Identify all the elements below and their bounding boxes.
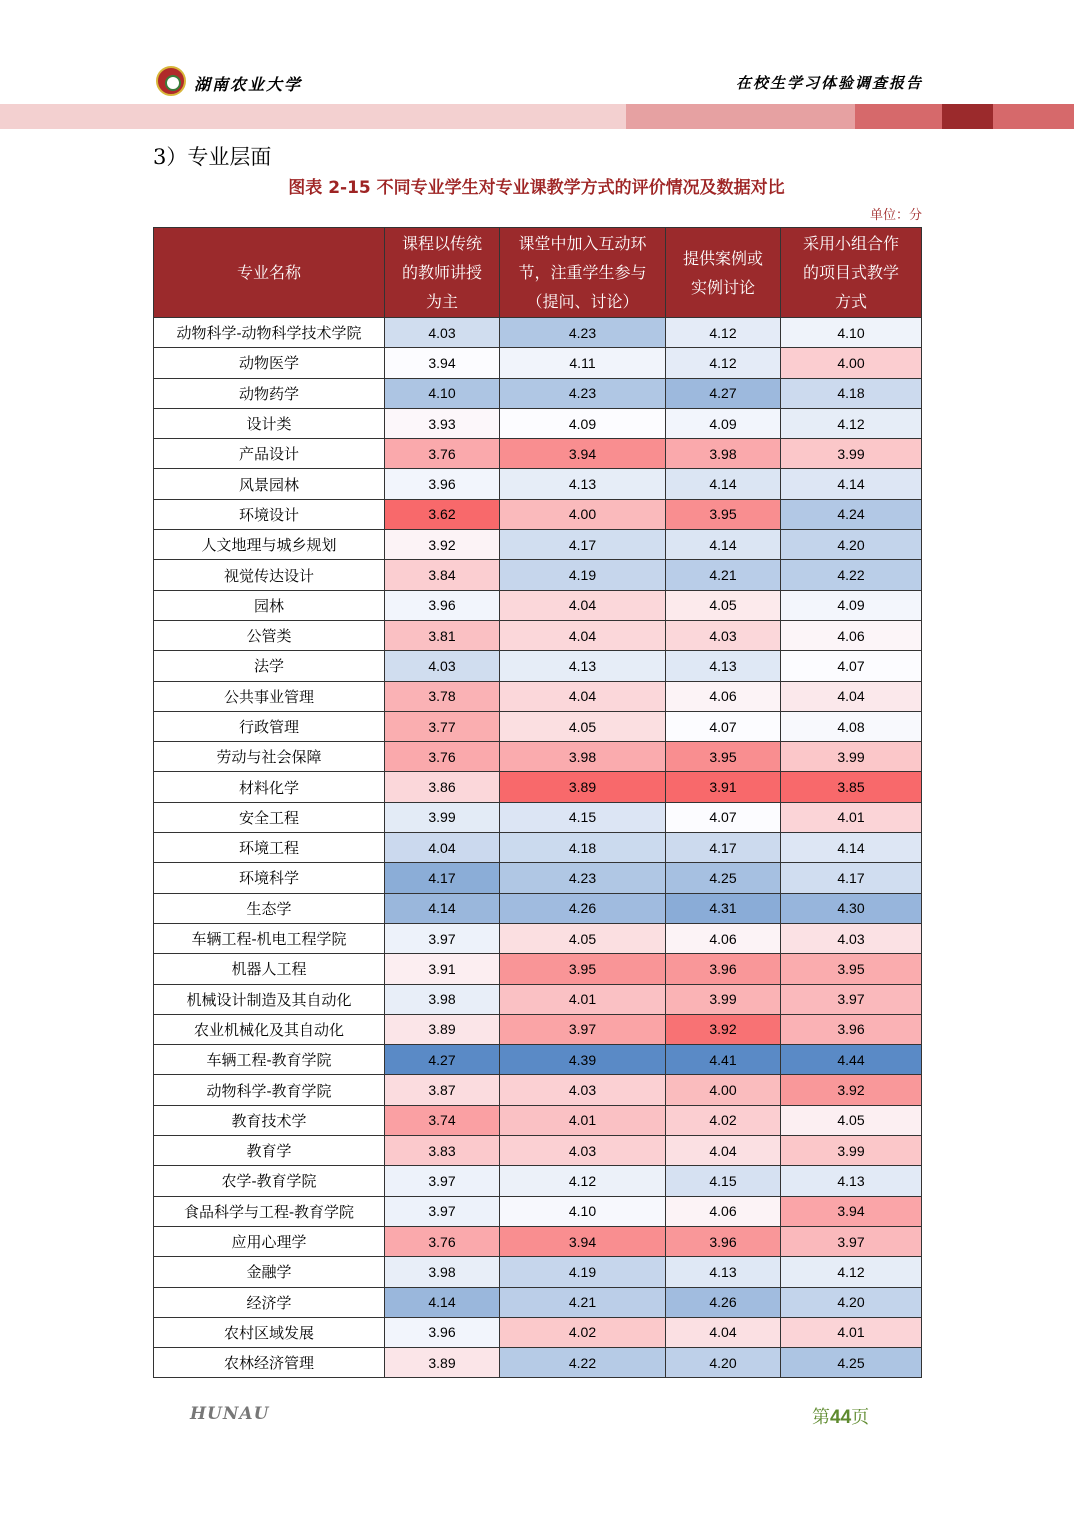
column-header-line: 节，注重学生参与 xyxy=(518,263,647,282)
major-name-cell: 教育学 xyxy=(154,1136,385,1166)
column-header-line: 课堂中加入互动环 xyxy=(518,234,647,253)
table-row xyxy=(154,499,922,529)
major-name-cell: 园林 xyxy=(154,590,385,620)
score-cell: 4.25 xyxy=(666,863,781,893)
score-cell: 3.83 xyxy=(385,1136,500,1166)
header-band-3 xyxy=(855,104,942,129)
score-cell: 4.25 xyxy=(781,1348,922,1378)
major-name-cell: 安全工程 xyxy=(154,802,385,832)
score-cell: 4.04 xyxy=(500,620,666,650)
column-header-line: 为主 xyxy=(425,292,458,311)
score-cell: 3.89 xyxy=(385,1014,500,1044)
score-cell: 4.26 xyxy=(666,1287,781,1317)
score-cell: 4.03 xyxy=(781,923,922,953)
score-cell: 4.03 xyxy=(500,1136,666,1166)
score-cell: 3.99 xyxy=(781,1136,922,1166)
score-cell: 3.93 xyxy=(385,408,500,438)
score-cell: 4.17 xyxy=(385,863,500,893)
score-cell: 4.08 xyxy=(781,711,922,741)
university-logo-icon xyxy=(156,66,186,96)
score-cell: 4.04 xyxy=(385,833,500,863)
header-band-5 xyxy=(993,104,1074,129)
score-cell: 4.13 xyxy=(666,651,781,681)
column-header-line: （提问、讨论） xyxy=(526,292,639,311)
score-cell: 4.14 xyxy=(385,1287,500,1317)
score-cell: 3.92 xyxy=(666,1014,781,1044)
major-name-cell: 动物科学-动物科学技术学院 xyxy=(154,318,385,348)
major-name-cell: 动物药学 xyxy=(154,378,385,408)
column-header-line: 专业名称 xyxy=(236,263,301,282)
column-header-line: 提供案例或 xyxy=(682,248,763,268)
major-name-cell: 农业机械化及其自动化 xyxy=(154,1014,385,1044)
score-cell: 4.30 xyxy=(781,893,922,923)
score-cell: 4.15 xyxy=(666,1166,781,1196)
score-cell: 4.24 xyxy=(781,499,922,529)
score-cell: 4.02 xyxy=(500,1317,666,1347)
table-row xyxy=(154,651,922,681)
major-name-cell: 劳动与社会保障 xyxy=(154,742,385,772)
score-cell: 3.98 xyxy=(385,984,500,1014)
score-cell: 4.14 xyxy=(781,833,922,863)
major-name-cell: 材料化学 xyxy=(154,772,385,802)
major-name-cell: 教育技术学 xyxy=(154,1105,385,1135)
table-row xyxy=(154,378,922,408)
score-cell: 4.09 xyxy=(666,408,781,438)
major-name-cell: 环境科学 xyxy=(154,863,385,893)
score-cell: 3.85 xyxy=(781,772,922,802)
score-cell: 3.81 xyxy=(385,620,500,650)
score-cell: 4.02 xyxy=(666,1105,781,1135)
score-cell: 4.04 xyxy=(666,1136,781,1166)
score-cell: 4.15 xyxy=(500,802,666,832)
score-cell: 3.98 xyxy=(666,439,781,469)
score-cell: 3.62 xyxy=(385,499,500,529)
page-suffix: 页 xyxy=(851,1407,870,1428)
column-header-line: 的项目式教学 xyxy=(802,263,899,282)
table-row xyxy=(154,560,922,590)
score-cell: 3.99 xyxy=(781,439,922,469)
header-band-2 xyxy=(626,104,855,129)
major-name-cell: 设计类 xyxy=(154,408,385,438)
table-row xyxy=(154,590,922,620)
score-cell: 3.78 xyxy=(385,681,500,711)
score-cell: 3.95 xyxy=(781,954,922,984)
score-cell: 3.97 xyxy=(781,1226,922,1256)
score-cell: 3.99 xyxy=(385,802,500,832)
score-cell: 4.41 xyxy=(666,1045,781,1075)
score-cell: 4.06 xyxy=(666,681,781,711)
column-header-0 xyxy=(154,228,385,318)
score-cell: 3.76 xyxy=(385,1226,500,1256)
score-cell: 4.12 xyxy=(781,1257,922,1287)
score-cell: 3.96 xyxy=(385,590,500,620)
major-name-cell: 应用心理学 xyxy=(154,1226,385,1256)
score-cell: 4.07 xyxy=(666,802,781,832)
score-cell: 4.12 xyxy=(500,1166,666,1196)
major-name-cell: 农林经济管理 xyxy=(154,1348,385,1378)
score-cell: 4.22 xyxy=(781,560,922,590)
column-header-line: 采用小组合作 xyxy=(802,234,899,253)
score-cell: 4.19 xyxy=(500,1257,666,1287)
table-row xyxy=(154,469,922,499)
score-cell: 4.14 xyxy=(666,530,781,560)
score-cell: 4.31 xyxy=(666,893,781,923)
score-cell: 3.92 xyxy=(781,1075,922,1105)
major-name-cell: 风景园林 xyxy=(154,469,385,499)
table-row xyxy=(154,1317,922,1347)
score-cell: 3.96 xyxy=(666,1226,781,1256)
score-cell: 4.23 xyxy=(500,378,666,408)
score-cell: 3.99 xyxy=(781,742,922,772)
table-row xyxy=(154,1166,922,1196)
score-cell: 4.09 xyxy=(500,408,666,438)
score-cell: 4.44 xyxy=(781,1045,922,1075)
major-name-cell: 人文地理与城乡规划 xyxy=(154,530,385,560)
section-title: 3）专业层面 xyxy=(153,145,272,169)
score-cell: 3.96 xyxy=(666,954,781,984)
score-cell: 4.05 xyxy=(500,711,666,741)
score-cell: 3.98 xyxy=(500,742,666,772)
score-cell: 3.91 xyxy=(385,954,500,984)
major-name-cell: 视觉传达设计 xyxy=(154,560,385,590)
score-cell: 4.12 xyxy=(666,318,781,348)
score-cell: 3.74 xyxy=(385,1105,500,1135)
column-header-4 xyxy=(781,228,922,318)
score-cell: 4.01 xyxy=(500,984,666,1014)
score-cell: 4.00 xyxy=(781,348,922,378)
table-row xyxy=(154,318,922,348)
score-cell: 4.23 xyxy=(500,863,666,893)
major-name-cell: 农学-教育学院 xyxy=(154,1166,385,1196)
score-cell: 4.04 xyxy=(781,681,922,711)
score-cell: 4.00 xyxy=(500,499,666,529)
score-cell: 4.10 xyxy=(500,1196,666,1226)
score-cell: 3.97 xyxy=(500,1014,666,1044)
score-cell: 3.98 xyxy=(385,1257,500,1287)
column-header-line: 的教师讲授 xyxy=(401,263,482,282)
table-row xyxy=(154,1014,922,1044)
major-name-cell: 食品科学与工程-教育学院 xyxy=(154,1196,385,1226)
table-row xyxy=(154,1105,922,1135)
score-cell: 4.18 xyxy=(781,378,922,408)
score-cell: 4.11 xyxy=(500,348,666,378)
score-cell: 3.94 xyxy=(385,348,500,378)
major-name-cell: 环境工程 xyxy=(154,833,385,863)
table-row xyxy=(154,711,922,741)
page-prefix: 第 xyxy=(812,1407,830,1428)
table-row xyxy=(154,923,922,953)
evaluation-table xyxy=(153,227,922,1378)
score-cell: 4.17 xyxy=(500,530,666,560)
score-cell: 3.94 xyxy=(500,439,666,469)
major-name-cell: 车辆工程-教育学院 xyxy=(154,1045,385,1075)
score-cell: 3.96 xyxy=(781,1014,922,1044)
major-name-cell: 法学 xyxy=(154,651,385,681)
major-name-cell: 行政管理 xyxy=(154,711,385,741)
score-cell: 3.89 xyxy=(385,1348,500,1378)
score-cell: 4.07 xyxy=(666,711,781,741)
score-cell: 3.92 xyxy=(385,530,500,560)
score-cell: 4.03 xyxy=(385,651,500,681)
column-header-line: 方式 xyxy=(834,292,867,311)
table-row xyxy=(154,893,922,923)
score-cell: 3.76 xyxy=(385,742,500,772)
score-cell: 4.20 xyxy=(666,1348,781,1378)
table-row xyxy=(154,530,922,560)
score-cell: 3.95 xyxy=(666,499,781,529)
table-row xyxy=(154,439,922,469)
score-cell: 3.95 xyxy=(500,954,666,984)
score-cell: 4.39 xyxy=(500,1045,666,1075)
table-row xyxy=(154,681,922,711)
table-row xyxy=(154,772,922,802)
score-cell: 3.86 xyxy=(385,772,500,802)
score-cell: 4.06 xyxy=(666,1196,781,1226)
table-row xyxy=(154,833,922,863)
unit-label: 单位：分 xyxy=(869,208,922,223)
score-cell: 4.01 xyxy=(500,1105,666,1135)
score-cell: 4.13 xyxy=(666,1257,781,1287)
table-row xyxy=(154,1196,922,1226)
table-row xyxy=(154,620,922,650)
score-cell: 4.13 xyxy=(781,1166,922,1196)
score-cell: 3.97 xyxy=(385,923,500,953)
score-cell: 4.22 xyxy=(500,1348,666,1378)
score-cell: 4.03 xyxy=(666,620,781,650)
major-name-cell: 经济学 xyxy=(154,1287,385,1317)
major-name-cell: 金融学 xyxy=(154,1257,385,1287)
score-cell: 4.03 xyxy=(385,318,500,348)
score-cell: 4.14 xyxy=(666,469,781,499)
score-cell: 4.19 xyxy=(500,560,666,590)
table-row xyxy=(154,984,922,1014)
score-cell: 3.94 xyxy=(781,1196,922,1226)
score-cell: 3.87 xyxy=(385,1075,500,1105)
table-title: 图表 2-15 不同专业学生对专业课教学方式的评价情况及数据对比 xyxy=(288,178,785,198)
table-header-row xyxy=(154,228,922,318)
score-cell: 4.13 xyxy=(500,469,666,499)
score-cell: 4.04 xyxy=(500,590,666,620)
score-cell: 4.20 xyxy=(781,530,922,560)
score-cell: 4.21 xyxy=(666,560,781,590)
score-cell: 3.96 xyxy=(385,1317,500,1347)
column-header-line: 课程以传统 xyxy=(401,234,482,253)
score-cell: 4.04 xyxy=(500,681,666,711)
header-band-4 xyxy=(942,104,993,129)
table-row xyxy=(154,954,922,984)
score-cell: 4.10 xyxy=(781,318,922,348)
score-cell: 3.89 xyxy=(500,772,666,802)
header-band-1 xyxy=(0,104,626,129)
table-body xyxy=(154,318,922,1378)
column-header-3 xyxy=(666,228,781,318)
score-cell: 3.97 xyxy=(385,1166,500,1196)
table-row xyxy=(154,1136,922,1166)
column-header-2 xyxy=(500,228,666,318)
score-cell: 4.01 xyxy=(781,802,922,832)
footer-logo-text: HUNAU xyxy=(190,1404,270,1424)
header-report-title: 在校生学习体验调查报告 xyxy=(735,74,923,92)
score-cell: 4.06 xyxy=(781,620,922,650)
table-row xyxy=(154,1226,922,1256)
page-number-value: 44 xyxy=(830,1407,852,1428)
major-name-cell: 车辆工程-机电工程学院 xyxy=(154,923,385,953)
score-cell: 4.18 xyxy=(500,833,666,863)
score-cell: 4.03 xyxy=(500,1075,666,1105)
score-cell: 3.97 xyxy=(385,1196,500,1226)
score-cell: 4.04 xyxy=(666,1317,781,1347)
table-row xyxy=(154,802,922,832)
score-cell: 4.23 xyxy=(500,318,666,348)
table-row xyxy=(154,1075,922,1105)
major-name-cell: 机械设计制造及其自动化 xyxy=(154,984,385,1014)
score-cell: 4.14 xyxy=(781,469,922,499)
page-number xyxy=(812,1403,869,1429)
score-cell: 4.00 xyxy=(666,1075,781,1105)
score-cell: 4.01 xyxy=(781,1317,922,1347)
score-cell: 4.17 xyxy=(781,863,922,893)
major-name-cell: 生态学 xyxy=(154,893,385,923)
column-header-line: 实例讨论 xyxy=(690,277,755,297)
major-name-cell: 公共事业管理 xyxy=(154,681,385,711)
score-cell: 3.99 xyxy=(666,984,781,1014)
column-header-1 xyxy=(385,228,500,318)
score-cell: 4.12 xyxy=(666,348,781,378)
score-cell: 4.05 xyxy=(666,590,781,620)
score-cell: 3.84 xyxy=(385,560,500,590)
score-cell: 4.07 xyxy=(781,651,922,681)
score-cell: 4.20 xyxy=(781,1287,922,1317)
major-name-cell: 公管类 xyxy=(154,620,385,650)
score-cell: 4.21 xyxy=(500,1287,666,1317)
score-cell: 3.97 xyxy=(781,984,922,1014)
score-cell: 4.05 xyxy=(781,1105,922,1135)
major-name-cell: 环境设计 xyxy=(154,499,385,529)
table-row xyxy=(154,1257,922,1287)
table-row xyxy=(154,408,922,438)
score-cell: 3.77 xyxy=(385,711,500,741)
score-cell: 3.95 xyxy=(666,742,781,772)
score-cell: 4.10 xyxy=(385,378,500,408)
table-row xyxy=(154,1348,922,1378)
score-cell: 4.14 xyxy=(385,893,500,923)
major-name-cell: 农村区域发展 xyxy=(154,1317,385,1347)
table-row xyxy=(154,1287,922,1317)
score-cell: 3.76 xyxy=(385,439,500,469)
score-cell: 4.27 xyxy=(666,378,781,408)
score-cell: 4.26 xyxy=(500,893,666,923)
score-cell: 4.05 xyxy=(500,923,666,953)
major-name-cell: 机器人工程 xyxy=(154,954,385,984)
table-row xyxy=(154,1045,922,1075)
major-name-cell: 产品设计 xyxy=(154,439,385,469)
table-row xyxy=(154,742,922,772)
score-cell: 4.27 xyxy=(385,1045,500,1075)
score-cell: 3.96 xyxy=(385,469,500,499)
table-row xyxy=(154,863,922,893)
header-university-name: 湖南农业大学 xyxy=(194,75,303,94)
score-cell: 4.09 xyxy=(781,590,922,620)
score-cell: 3.94 xyxy=(500,1226,666,1256)
major-name-cell: 动物医学 xyxy=(154,348,385,378)
score-cell: 4.17 xyxy=(666,833,781,863)
score-cell: 4.06 xyxy=(666,923,781,953)
table-row xyxy=(154,348,922,378)
score-cell: 4.12 xyxy=(781,408,922,438)
score-cell: 4.13 xyxy=(500,651,666,681)
score-cell: 3.91 xyxy=(666,772,781,802)
major-name-cell: 动物科学-教育学院 xyxy=(154,1075,385,1105)
